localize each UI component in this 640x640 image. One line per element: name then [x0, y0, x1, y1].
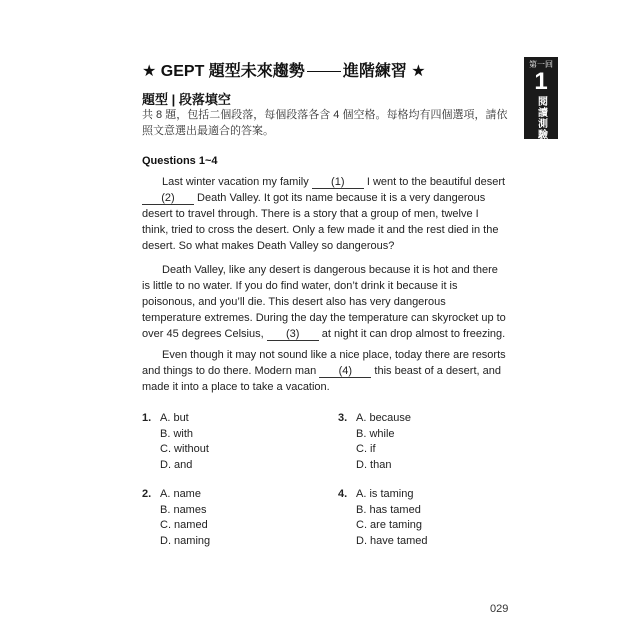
paragraph-text: Death Valley, like any desert is dangerous because it is hot and there is little to no water. If you do find water, don’t drink it because it is poisonous, and you’ll die. This desert also has very dangerous temperature extremes. During the day the temperature can skyrocket up to over 45 degrees Celsius,: [142, 264, 506, 340]
option-a: A. but: [160, 412, 189, 424]
paragraph-text: this beast of a desert, and made it into a place to take a vacation.: [142, 365, 501, 393]
option-b: B. with: [160, 427, 194, 440]
option-a: A. is taming: [356, 488, 414, 500]
question-number: 1.: [142, 412, 152, 424]
blank-3: (3): [267, 328, 319, 341]
star-icon: ★: [411, 63, 426, 80]
question-number: 4.: [338, 488, 348, 500]
blank-1: (1): [312, 176, 364, 189]
chapter-label: 第一回: [529, 60, 553, 69]
question-type-title: 題型 | 段落填空: [142, 92, 231, 107]
paragraph-text: Death Valley. It got its name because it is a very dangerous desert to travel through. There is a story that a group of men, twelve I think, tried to cross the desert. Only a few made it and the rest died in the desert. So what makes Death Valley so dangerous?: [142, 192, 499, 252]
paragraph-text: Even though it may not sound like a nice place, today there are resorts and things to do there. Modern man: [142, 349, 506, 377]
heading-text: GEPT 題型未來趨勢: [160, 63, 305, 80]
passage-paragraph-2: [142, 262, 507, 342]
section-heading: [142, 58, 426, 81]
option-c: C. are taming: [356, 519, 423, 531]
blank-2: (2): [142, 192, 194, 205]
option-b: B. while: [356, 427, 395, 440]
heading-dash: [307, 71, 341, 72]
option-d: D. than: [356, 458, 392, 471]
star-icon: ★: [142, 63, 157, 80]
chapter-number: 1: [534, 68, 548, 95]
paragraph-text: Last winter vacation my family: [162, 176, 312, 188]
question-number: 3.: [338, 412, 348, 424]
heading-text-2: 進階練習: [342, 63, 407, 80]
option-c: C. named: [160, 519, 208, 531]
questions-header: Questions 1~4: [142, 155, 218, 167]
chapter-title: 閱讀測驗: [535, 96, 547, 140]
option-a: A. because: [356, 412, 412, 424]
page-number: 029: [490, 603, 509, 615]
passage-paragraph-1: [142, 174, 507, 254]
option-b: B. names: [160, 503, 207, 516]
option-d: D. and: [160, 458, 193, 471]
blank-4: (4): [319, 365, 371, 378]
option-c: C. without: [160, 443, 209, 455]
option-b: B. has tamed: [356, 503, 421, 516]
instructions: 共 8 題，包括二個段落，每個段落各含 4 個空格。每格均有四個選項，請依照文意選出最適合的答案。: [142, 109, 508, 137]
option-d: D. naming: [160, 534, 211, 547]
chapter-tab: [524, 57, 558, 139]
option-d: D. have tamed: [356, 534, 428, 547]
question-number: 2.: [142, 488, 152, 500]
option-c: C. if: [356, 443, 376, 455]
paragraph-text: at night it can drop almost to freezing.: [318, 328, 506, 340]
paragraph-text: I went to the beautiful desert: [363, 176, 506, 188]
passage-paragraph-3: [142, 347, 507, 395]
option-a: A. name: [160, 488, 201, 500]
